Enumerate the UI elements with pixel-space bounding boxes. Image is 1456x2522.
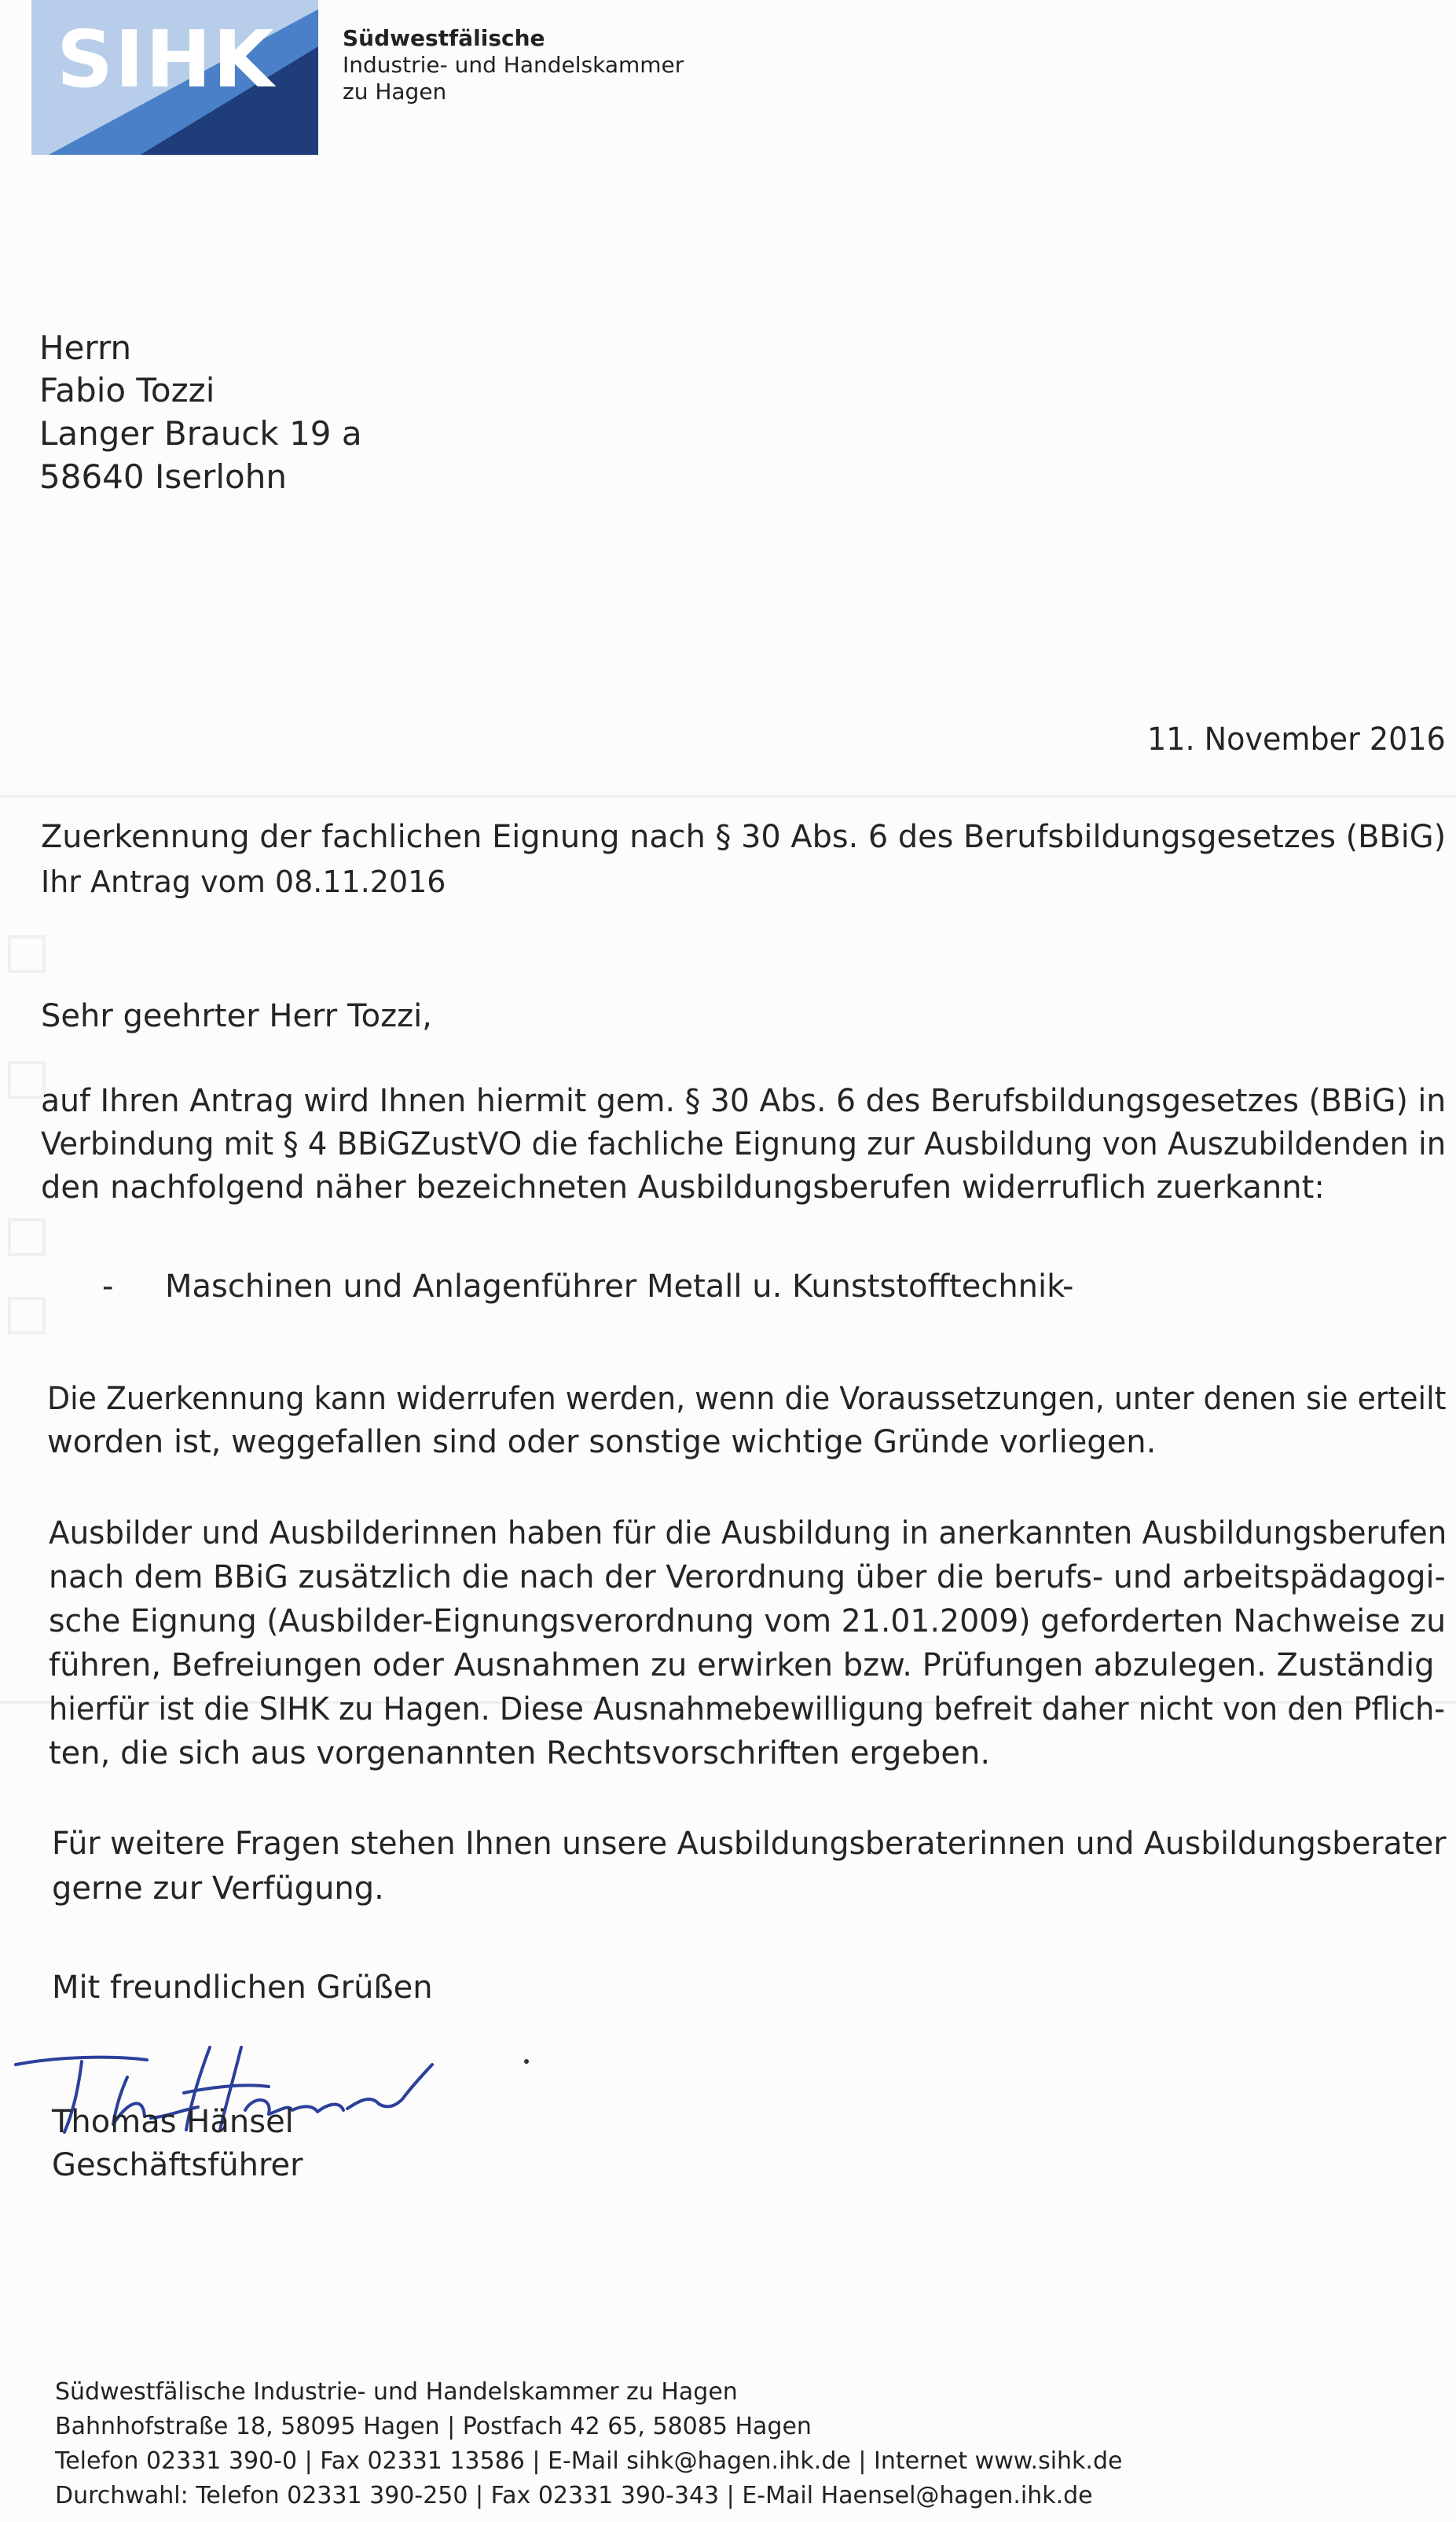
paragraph-line: Verbindung mit § 4 BBiGZustVO die fachliche Eignung zur Ausbildung von Auszubildenden in bbox=[41, 1126, 1447, 1162]
organization-name bbox=[343, 25, 684, 105]
footer-line: Telefon 02331 390-0 | Fax 02331 13586 | E-Mail sihk@hagen.ihk.de | Internet www.sihk.de bbox=[55, 2447, 1123, 2475]
sihk-logo bbox=[31, 0, 318, 155]
paper-fold bbox=[0, 795, 1456, 798]
paragraph-line: führen, Befreiungen oder Ausnahmen zu erwirken bzw. Prüfungen abzulegen. Zuständig bbox=[49, 1647, 1435, 1683]
footer-line: Bahnhofstraße 18, 58095 Hagen | Postfach 42 65, 58085 Hagen bbox=[55, 2413, 812, 2440]
logo-text: SIHK bbox=[57, 13, 276, 105]
subject-line: Zuerkennung der fachlichen Eignung nach § 30 Abs. 6 des Berufsbildungsgesetzes (BBiG) bbox=[41, 819, 1447, 855]
paragraph-line: Die Zuerkennung kann widerrufen werden, wenn die Voraussetzungen, unter denen sie erteilt bbox=[47, 1381, 1447, 1417]
footer-line: Südwestfälische Industrie- und Handelskammer zu Hagen bbox=[55, 2378, 738, 2406]
greeting: Sehr geehrter Herr Tozzi, bbox=[41, 998, 432, 1034]
list-dash: - bbox=[102, 1268, 114, 1305]
paragraph-line: gerne zur Verfügung. bbox=[52, 1870, 384, 1907]
subject-reference: Ihr Antrag vom 08.11.2016 bbox=[41, 865, 446, 899]
paragraph-line: sche Eignung (Ausbilder-Eignungsverordnung vom 21.01.2009) geforderten Nachweise zu bbox=[49, 1603, 1447, 1639]
profession-name: Maschinen und Anlagenführer Metall u. Kunststofftechnik bbox=[165, 1268, 1065, 1305]
show-through-marks bbox=[0, 511, 47, 1847]
ink-dot bbox=[524, 2059, 529, 2064]
org-line-3: zu Hagen bbox=[343, 79, 447, 105]
signatory-title: Geschäftsführer bbox=[52, 2147, 303, 2183]
recipient-city: 58640 Iserlohn bbox=[39, 457, 287, 496]
paragraph-line: Ausbilder und Ausbilderinnen haben für die Ausbildung in anerkannten Ausbildungsberufen bbox=[49, 1515, 1447, 1551]
closing: Mit freundlichen Grüßen bbox=[52, 1970, 433, 2006]
recipient-street: Langer Brauck 19 a bbox=[39, 414, 362, 453]
recipient-name: Fabio Tozzi bbox=[39, 371, 215, 409]
recipient-salutation: Herrn bbox=[39, 329, 132, 367]
paragraph-line: den nachfolgend näher bezeichneten Ausbildungsberufen widerruflich zuerkannt: bbox=[41, 1169, 1325, 1206]
paragraph-line: ten, die sich aus vorgenannten Rechtsvorschriften ergeben. bbox=[49, 1735, 991, 1771]
letter-date: 11. November 2016 bbox=[1147, 721, 1446, 758]
paragraph-line: nach dem BBiG zusätzlich die nach der Verordnung über die berufs- und arbeitspädagogi- bbox=[49, 1559, 1446, 1595]
paragraph-line: hierfür ist die SIHK zu Hagen. Diese Ausnahmebewilligung befreit daher nicht von den Pflich- bbox=[49, 1691, 1446, 1727]
list-dash: - bbox=[1062, 1268, 1074, 1305]
paragraph-line: auf Ihren Antrag wird Ihnen hiermit gem. § 30 Abs. 6 des Berufsbildungsgesetzes (BBiG) in bbox=[41, 1083, 1447, 1119]
paragraph-line: Für weitere Fragen stehen Ihnen unsere Ausbildungsberaterinnen und Ausbildungsberater bbox=[52, 1826, 1447, 1862]
org-line-1: Südwestfälische bbox=[343, 25, 545, 51]
footer-line: Durchwahl: Telefon 02331 390-250 | Fax 02331 390-343 | E-Mail Haensel@hagen.ihk.de bbox=[55, 2482, 1093, 2509]
signatory-name: Thomas Hänsel bbox=[52, 2104, 294, 2140]
paragraph-line: worden ist, weggefallen sind oder sonstige wichtige Gründe vorliegen. bbox=[47, 1424, 1157, 1460]
org-line-2: Industrie- und Handelskammer bbox=[343, 52, 684, 78]
